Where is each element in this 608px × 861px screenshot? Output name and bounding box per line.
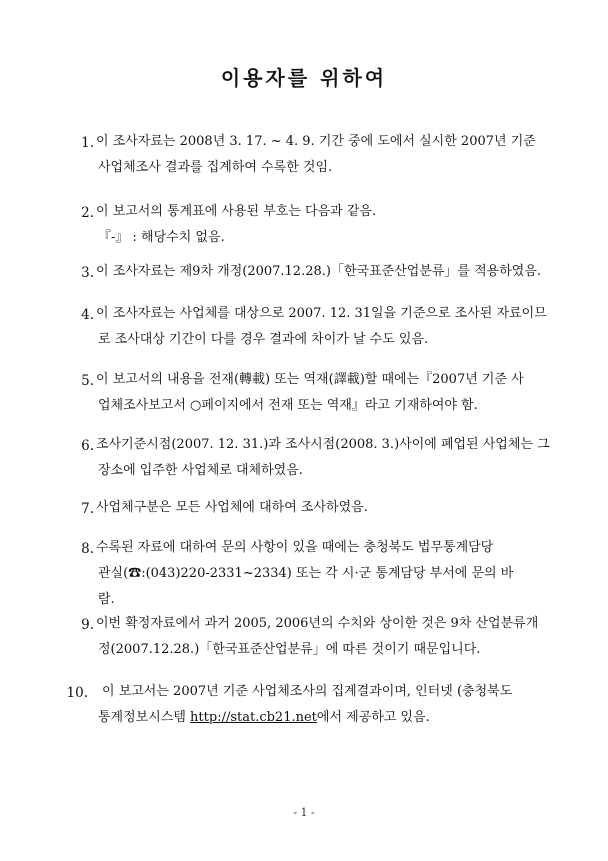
item-line: 이 보고서의 통계표에 사용된 부호는 다음과 같음.: [96, 204, 377, 219]
item-text: [96, 259, 566, 285]
item-line: 관실(☎:(043)220-2331~2334) 또는 각 시·군 통계담당 부서에 문의 바: [98, 566, 514, 581]
item-text: [96, 199, 566, 251]
item-line: 사업체구분은 모든 사업체에 대하여 조사하였음.: [96, 500, 368, 515]
item-line: 이 조사자료는 2008년 3. 17. ~ 4. 9. 기간 중에 도에서 실시한 2007년 기준: [96, 134, 536, 149]
item-line: 이 보고서의 내용을 전재(轉載) 또는 역재(譯載)할 때에는『2007년 기준 사: [96, 372, 524, 387]
item-text: [98, 679, 566, 731]
item-line: 로 조사대상 기간이 다를 경우 결과에 차이가 날 수도 있음.: [98, 332, 429, 347]
page-title: 이용자를 위하여: [220, 66, 388, 90]
item-line: 수록된 자료에 대하여 문의 사항이 있을 때에는 충청북도 법무통계담당: [96, 540, 494, 555]
item-line: 이 조사자료는 제9차 개정(2007.12.28.)「한국표준산업분류」를 적용하였음.: [96, 264, 542, 279]
item-line: 업체조사보고서 ○페이지에서 전재 또는 역재』라고 기재하여야 함.: [98, 398, 478, 413]
item-text: [96, 611, 566, 663]
item-line-prefix: 통계정보시스템: [98, 710, 191, 725]
item-text: [96, 432, 566, 484]
item-text: [96, 495, 566, 521]
item-line: [98, 705, 566, 731]
item-line: 정(2007.12.28.)「한국표준산업분류」에 따른 것이기 때문입니다.: [98, 642, 481, 657]
item-line: 람.: [98, 592, 115, 607]
item-line: 이 보고서는 2007년 기준 사업체조사의 집계결과이며, 인터넷 (충청북도: [102, 684, 513, 699]
item-line: 조사기준시점(2007. 12. 31.)과 조사시점(2008. 3.)사이에 폐업된 사업체는 그: [96, 437, 550, 452]
item-line: 이번 확정자료에서 과거 2005, 2006년의 수치와 상이한 것은 9차 산업분류개: [96, 616, 539, 631]
item-number: 9.: [81, 617, 94, 633]
item-line: 『-』 : 해당수치 없음.: [98, 230, 225, 245]
item-text: [96, 301, 566, 353]
item-line-suffix: 에서 제공하고 있음.: [316, 710, 430, 725]
item-text: [96, 535, 566, 613]
item-line: 사업체조사 결과를 집계하여 수록한 것임.: [98, 160, 333, 175]
item-line: 장소에 입주한 사업체로 대체하였음.: [98, 463, 303, 478]
item-number: 10.: [66, 685, 88, 701]
item-number: 4.: [81, 307, 94, 323]
item-number: 7.: [81, 501, 94, 517]
item-number: 3.: [81, 265, 94, 281]
item-number: 6.: [81, 438, 94, 454]
item-number: 5.: [81, 373, 94, 389]
item-line: 이 조사자료는 사업체를 대상으로 2007. 12. 31일을 기준으로 조사된 자료이므: [96, 306, 547, 321]
item-text: [96, 367, 566, 419]
item-number: 8.: [81, 541, 94, 557]
page-number: - 1 -: [293, 806, 315, 819]
item-number: 2.: [81, 205, 94, 221]
website-link[interactable]: http://stat.cb21.net: [190, 710, 317, 725]
item-number: 1.: [81, 135, 94, 151]
item-text: [96, 129, 566, 181]
